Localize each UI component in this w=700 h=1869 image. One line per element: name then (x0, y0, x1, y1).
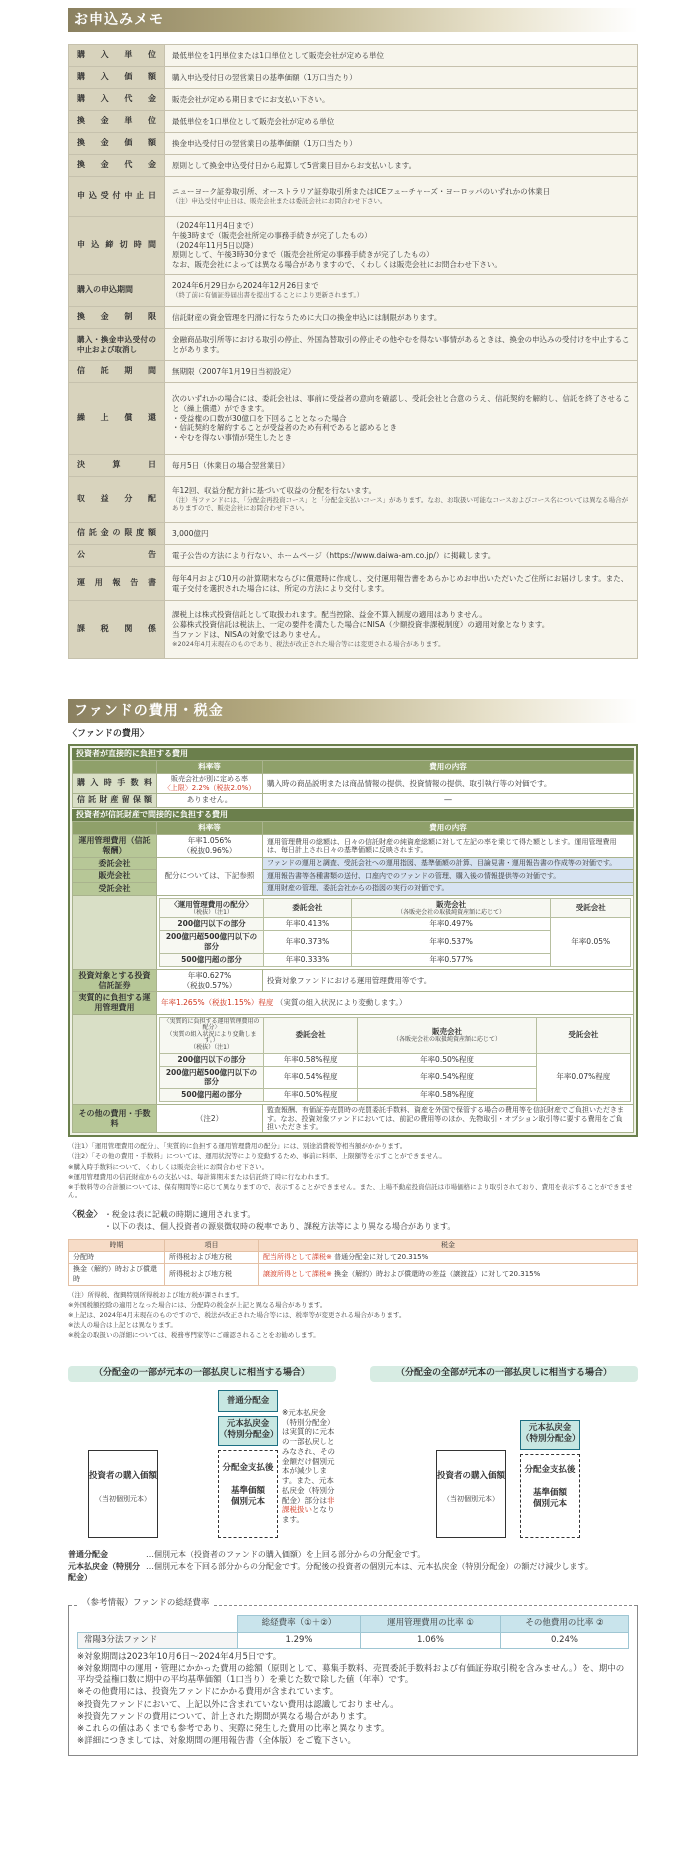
memo-key: 購入の申込期間 (69, 275, 165, 307)
table-row (78, 1632, 629, 1648)
diagram-title: （分配金の一部が元本の一部払戻しに相当する場合） (68, 1366, 336, 1382)
tier: 500億円超の部分 (160, 953, 264, 966)
memo-value: 最低単位を1口単位として販売会社が定める単位 (165, 111, 638, 133)
individual-principal: 個別元本 (230, 1497, 265, 1508)
cost-key: 運用管理費用（信託報酬） (73, 835, 157, 858)
memo-row (69, 545, 638, 567)
alloc-col: 受託会社 (551, 898, 631, 917)
note: ※手数料等の合計額については、保有期間等に応じて異なりますので、表示することができません。また、上場不動産投資信託は市場価格により取引されており、費用を表示することができません。 (68, 1182, 633, 1200)
tax-item: 所得税および地方税 (165, 1264, 259, 1285)
memo-value: 電子公告の方法により行ない、ホームページ（https://www.daiwa-am.co.jp/）に掲載します。 (165, 545, 638, 567)
note: ※法人の場合は上記とは異なります。 (68, 1321, 177, 1330)
fund-name: 常陽3分法ファンド (78, 1632, 238, 1648)
col-rate: 料率等 (157, 761, 263, 774)
direct-cost-table (72, 760, 634, 807)
tax-rate: 普通分配金に対して20.315% (334, 1253, 429, 1262)
memo-value: 信託財産の資金管理を円滑に行なうために大口の換金申込には制限があります。 (165, 307, 638, 329)
memo-key: 申込受付中止日 (69, 177, 165, 217)
other-ratio: 0.24% (500, 1632, 628, 1648)
table-row (69, 1264, 638, 1285)
memo-note: ※2024年4月末現在のものであり、税法が改正された場合等には変更される場合があります。 (172, 640, 445, 649)
rate-line: 年率1.056% (187, 836, 232, 846)
base-price: 基準価額 (532, 1487, 567, 1498)
tax-bullet: ・税金は表に記載の時期に適用されます。 (104, 1209, 256, 1219)
indirect-cost-table (72, 821, 634, 1133)
list-item: ・ 受益権の口数が30億口を下回ることとなった場合 (172, 414, 630, 424)
after-dist-box (520, 1454, 580, 1538)
memo-key: 換金制限 (69, 307, 165, 329)
memo-value: 換金申込受付日の翌営業日の基準価額（1万口当たり） (165, 133, 638, 155)
cell: 年率0.577% (351, 953, 551, 966)
return-capital-box (218, 1416, 278, 1446)
memo-row (69, 111, 638, 133)
alloc-label-note: （税抜）（注1） (190, 908, 233, 916)
memo-row (69, 155, 638, 177)
cell: 年率0.373% (264, 931, 352, 954)
memo-row (69, 361, 638, 383)
rate-line: （税抜0.96%） (182, 845, 237, 855)
memo-key: 繰上償還 (69, 383, 165, 455)
table-row (69, 1252, 638, 1264)
alloc-col: 受託会社 (536, 1017, 630, 1053)
ratio-col (78, 1616, 238, 1632)
alloc-col: 委託会社 (264, 1017, 358, 1053)
cost-rate (157, 969, 263, 992)
memo-key: 公告 (69, 545, 165, 567)
table-row (73, 1014, 634, 1105)
cell: 年率0.54%程度 (264, 1066, 358, 1089)
alloc-col-text: 販売会社 (436, 899, 467, 909)
alloc-label (160, 1017, 264, 1053)
table-row (73, 1105, 634, 1133)
cost-key: 投資対象とする投資信託証券 (73, 969, 157, 992)
memo-line: （2024年11月4日まで） (172, 220, 258, 230)
side-note-text: ※元本払戻金（特別分配金）は実質的に元本の一部払戻しとみなされ、その金額だけ個別元本が減少します。また、元本払戻金（特別分配金）部分は (282, 1407, 335, 1505)
alloc-table (159, 898, 631, 967)
memo-row (69, 133, 638, 155)
cost-key: 販売会社 (73, 870, 157, 883)
side-note (282, 1408, 336, 1525)
costs-title: ファンドの費用・税金 (68, 699, 638, 723)
normal-dist-box: 普通分配金 (218, 1390, 278, 1412)
memo-row (69, 601, 638, 659)
table-row (73, 774, 634, 794)
tax-value (259, 1264, 638, 1285)
memo-key: 信託金の限度額 (69, 523, 165, 545)
note: ※税金の取扱いの詳細については、税務専門家等にご確認されることをお勧めします。 (68, 1331, 320, 1340)
memo-line: 課税上は株式投資信託として取扱われます。配当控除、益金不算入制度の適用はありません。 (172, 610, 487, 620)
memo-value: 購入申込受付日の翌営業日の基準価額（1万口当たり） (165, 67, 638, 89)
cost-content: ファンドの運用と調査、受託会社への運用指図、基準価額の計算、目論見書・運用報告書の作成等の対価です。 (263, 857, 634, 870)
note: ※運用管理費用の信託財産からの支払いは、毎計算期末または信託終了時に行なわれます。 (68, 1172, 333, 1181)
ratio-col: 総経費率（①＋②） (238, 1616, 361, 1632)
ratio-col: 運用管理費用の比率 ① (361, 1616, 501, 1632)
definition-text: …個別元本を下回る部分からの分配金です。分配後の投資者の個別元本は、元本払戻金（特別分配金）の額だけ減少します。 (146, 1562, 593, 1572)
memo-key: 購入価額 (69, 67, 165, 89)
total-ratio: 1.29% (238, 1632, 361, 1648)
tax-label: 〈税金〉 (68, 1209, 103, 1220)
tier: 200億円超500億円以下の部分 (160, 931, 264, 954)
effective-note: （実質の組入状況により変動します。） (275, 998, 407, 1008)
expense-ratio-table (77, 1615, 629, 1648)
memo-key: 購入・換金申込受付の中止および取消し (69, 329, 165, 361)
alloc-label (160, 898, 264, 917)
definition (68, 1550, 638, 1561)
tax-bullets (104, 1210, 455, 1235)
memo-row (69, 67, 638, 89)
note: ※投資先ファンドの費用について、計上された期間が異なる場合があります。 (77, 1711, 372, 1722)
memo-key: 申込締切時間 (69, 217, 165, 275)
memo-value: 販売会社が定める期日までにお支払い下さい。 (165, 89, 638, 111)
diagram-full (370, 1366, 638, 1544)
note: ※上記は、2024年4月末現在のものですので、税法が改正された場合等には、税率等が変更される場合があります。 (68, 1311, 406, 1320)
cost-content: 投資対象ファンドにおける運用管理費用等です。 (263, 969, 634, 992)
memo-text: ニューヨーク証券取引所、オーストラリア証券取引所またはICEフューチャーズ・ヨーロッパのいずれかの休業日 (172, 187, 551, 197)
after-dist-box (218, 1450, 278, 1538)
memo-line: 原則として、午後3時30分まで（販売会社所定の事務手続きが完了したもの） (172, 250, 434, 260)
memo-note: （終了前に有価証券届出書を提出することにより更新されます。） (172, 291, 364, 300)
cost-key: 受託会社 (73, 883, 157, 896)
note: ※これらの値はあくまでも参考であり、実際に発生した費用の比率と異なります。 (77, 1724, 390, 1735)
rate-line: （税抜0.57%） (182, 980, 237, 990)
cell: 年率0.497% (351, 918, 551, 931)
memo-line: なお、販売会社によっては異なる場合がありますので、くわしくは販売会社にお問合わせ下さい。 (172, 260, 502, 270)
alloc-col (351, 898, 551, 917)
note: （注）所得税、復興特別所得税および地方税が課されます。 (68, 1290, 243, 1299)
memo-value: 金融商品取引所等における取引の停止、外国為替取引の停止その他やむを得ない事情があるときは、換金の申込みの受付けを中止することがあります。 (165, 329, 638, 361)
return-capital-box (520, 1420, 580, 1450)
alloc-label-text: 〈実質的に負担する運用管理費用の配分〉 (163, 1017, 260, 1032)
tax-col: 時期 (69, 1239, 165, 1251)
memo-list (172, 414, 630, 444)
initial-principal: （当初個別元本） (95, 1494, 151, 1503)
tax-heading (68, 1210, 638, 1235)
memo-value: 毎年4月および10月の計算期末ならびに償還時に作成し、交付運用報告書をあらかじめお申出いただいたご住所にお届けします。また、電子交付を選択された場合には、所定の方法により交付します。 (165, 567, 638, 601)
cost-key: 信託財産留保額 (73, 794, 157, 808)
memo-value (165, 177, 638, 217)
memo-line: 午後3時まで（販売会社所定の事務手続きが完了したもの） (172, 230, 372, 240)
cost-rate: （注2） (157, 1105, 263, 1133)
memo-text: 2024年6月29日から2024年12月26日まで (172, 281, 319, 291)
memo-row (69, 275, 638, 307)
cell: 年率0.50%程度 (358, 1053, 536, 1066)
memo-row (69, 217, 638, 275)
memo-value: 無期限（2007年1月19日当初設定） (165, 361, 638, 383)
definition (68, 1562, 638, 1583)
note: ※外国税額控除の適用となった場合には、分配時の税金が上記と異なる場合があります。 (68, 1300, 327, 1309)
memo-row (69, 383, 638, 455)
investor-cost-box (88, 1450, 158, 1538)
memo-row (69, 329, 638, 361)
return-capital-label: 元本払戻金 (528, 1422, 572, 1433)
cost-rate (157, 835, 263, 858)
memo-text: 次のいずれかの場合には、委託会社は、事前に受益者の意向を確認し、受託会社と合意のうえ、信託契約を解約し、信託を終了させること（繰上償還）ができます。 (172, 393, 630, 413)
alloc-label-note: （実質の組入状況により変動します。） (166, 1030, 257, 1045)
cell: 年率0.333% (264, 953, 352, 966)
cost-rate: 配分については、下記参照 (157, 857, 263, 895)
side-note-end: となります。 (282, 1505, 335, 1524)
col-rate: 料率等 (157, 822, 263, 835)
tax-time: 換金（解約）時および償還時 (69, 1264, 165, 1285)
tier: 500億円超の部分 (160, 1089, 264, 1102)
memo-key: 信託期間 (69, 361, 165, 383)
cost-content: ― (263, 794, 634, 808)
distribution-diagrams (68, 1366, 638, 1544)
cost-rate-cap: 〈上限〉2.2%（税抜2.0%） (163, 783, 256, 792)
cost-key: 実質的に負担する運用管理費用 (73, 992, 157, 1014)
memo-row (69, 567, 638, 601)
tax-item: 所得税および地方税 (165, 1252, 259, 1264)
tax-col: 項目 (165, 1239, 259, 1251)
memo-row (69, 307, 638, 329)
indirect-cost-group: 投資者が信託財産で間接的に負担する費用 (72, 809, 634, 822)
memo-value: 原則として換金申込受付日から起算して5営業日目からお支払いします。 (165, 155, 638, 177)
mgmt-ratio: 1.06% (361, 1632, 501, 1648)
list-item: ・ やむを得ない事情が発生したとき (172, 433, 630, 443)
memo-line: 当ファンドは、NISAの対象ではありません。 (172, 630, 326, 640)
tier: 200億円超500億円以下の部分 (160, 1066, 264, 1089)
memo-key: 換金代金 (69, 155, 165, 177)
cell: 年率0.413% (264, 918, 352, 931)
definition-term: 普通分配金 (68, 1549, 108, 1559)
memo-table (68, 44, 638, 659)
definition-term: 元本払戻金（特別分配金） (68, 1562, 140, 1582)
tax-type: 配当所得として課税※ (263, 1253, 332, 1262)
memo-row (69, 177, 638, 217)
reference-title: （参考情報）ファンドの総経費率 (79, 1598, 212, 1609)
return-capital-sub: （特別分配金） (219, 1429, 279, 1440)
tier: 200億円以下の部分 (160, 1053, 264, 1066)
alloc-col-note: （各販売会社の取扱純資産額に応じて） (392, 1035, 501, 1043)
effective-alloc-table (159, 1017, 631, 1103)
table-row (73, 969, 634, 992)
alloc-col: 委託会社 (264, 898, 352, 917)
note: （注1）「運用管理費用の配分」、「実質的に負担する運用管理費用の配分」には、別途消費税等相当額がかかります。 (68, 1142, 407, 1151)
cell: 年率0.58%程度 (264, 1053, 358, 1066)
memo-row (69, 45, 638, 67)
alloc-label-note2: （税抜）（注1） (190, 1044, 233, 1052)
cell: 年率0.05% (551, 918, 631, 967)
investor-cost: 投資者の購入価額 (89, 1470, 158, 1481)
tax-notes (68, 1291, 638, 1340)
alloc-col-note: （各販売会社の取扱純資産額に応じて） (397, 908, 506, 916)
direct-cost-group: 投資者が直接的に負担する費用 (72, 748, 634, 761)
list-item: ・ 信託契約を解約することが受益者のため有利であると認めるとき (172, 423, 630, 433)
memo-value (165, 275, 638, 307)
after-dist: 分配金支払後 (524, 1464, 576, 1475)
alloc-col (358, 1017, 536, 1053)
tax-rate: 換金（解約）時および償還時の差益（譲渡益）に対して20.315% (334, 1270, 541, 1278)
memo-key: 換金価額 (69, 133, 165, 155)
memo-title: お申込みメモ (68, 8, 638, 32)
alloc-label-text: 〈運用管理費用の配分〉 (170, 899, 253, 909)
note: ※対象期間中の運用・管理にかかった費用の総額（原則として、募集手数料、売買委託手数料および有価証券取引税を含みません。）を、期中の平均受益権口数に期中の平均基準価額（1口当り）を乗じた数で除した値（年率）です。 (77, 1664, 625, 1686)
memo-value (165, 477, 638, 523)
cell: 年率0.07%程度 (536, 1053, 630, 1102)
return-capital-sub: （特別分配金） (521, 1433, 581, 1444)
cost-notes (68, 1142, 638, 1199)
eff-cell (157, 1014, 634, 1105)
tax-time: 分配時 (69, 1252, 165, 1264)
memo-value: 最低単位を1円単位または1口単位として販売会社が定める単位 (165, 45, 638, 67)
alloc-cell (157, 895, 634, 969)
memo-row (69, 523, 638, 545)
note: ※その他費用には、投資先ファンドにかかる費用が含まれています。 (77, 1687, 339, 1698)
note: ※詳細につきましては、対象期間の運用報告書（全体版）をご覧下さい。 (77, 1736, 356, 1747)
alloc-col-text: 販売会社 (431, 1026, 462, 1036)
tax-value (259, 1252, 638, 1264)
cost-content: 運用報告書等各種書類の送付、口座内でのファンドの管理、購入後の情報提供等の対価です。 (263, 870, 634, 883)
tier: 200億円以下の部分 (160, 918, 264, 931)
memo-row (69, 89, 638, 111)
cell: 年率0.50%程度 (264, 1089, 358, 1102)
note: ※対象期間は2023年10月6日～2024年4月5日です。 (77, 1651, 282, 1662)
tax-type: 譲渡所得として課税※ (263, 1270, 332, 1278)
reference-box (68, 1598, 638, 1755)
definitions (68, 1550, 638, 1584)
memo-line: （2024年11月5日以降） (172, 240, 258, 250)
base-price: 基準価額 (230, 1485, 265, 1496)
cost-key: 委託会社 (73, 857, 157, 870)
memo-row (69, 477, 638, 523)
memo-row (69, 455, 638, 477)
cost-content: 監査報酬、有価証券売買時の売買委託手数料、資産を外国で保管する場合の費用等を信託財産でご負担いただきます。なお、投資対象ファンドにおいては、前記の費用等のほか、先物取引・オプション取引等に要する費用をご負担いただきます。 (263, 1105, 634, 1133)
definition-text: …個別元本（投資者のファンドの購入価額）を上回る部分からの分配金です。 (146, 1549, 426, 1559)
side-note-red: 非課税扱い (282, 1495, 335, 1515)
table-row (73, 992, 634, 1014)
memo-key: 購入単位 (69, 45, 165, 67)
effective-rate: 年率1.265%（税抜1.15%）程度 (161, 998, 274, 1008)
table-row (73, 895, 634, 969)
memo-key: 課税関係 (69, 601, 165, 659)
note: ※投資先ファンドにおいて、上記以外に含まれていない費用は認識しておりません。 (77, 1699, 399, 1710)
table-row (73, 835, 634, 858)
cost-content (157, 992, 634, 1014)
col-content: 費用の内容 (263, 822, 634, 835)
memo-value (165, 383, 638, 455)
tax-bullet: ・以下の表は、個人投資者の源泉徴収時の税率であり、課税方法等により異なる場合があります。 (104, 1222, 456, 1232)
fund-cost-heading: 〈ファンドの費用〉 (68, 729, 149, 739)
memo-note: （注）当ファンドには、「分配金再投資コース」と「分配金支払いコース」があります。なお、お取扱い可能なコースおよびコース名については異なる場合がありますので、販売会社にお問合わせ下さい。 (172, 495, 629, 513)
note: （注2）「その他の費用・手数料」については、運用状況等により変動するため、事前に料率、上限額等を示すことができません。 (68, 1152, 446, 1161)
investor-cost-box (436, 1450, 506, 1538)
cost-content: 購入時の商品説明または商品情報の提供、投資情報の提供、取引執行等の対価です。 (263, 774, 634, 794)
memo-line: 公募株式投資信託は税法上、一定の要件を満たした場合にNISA（少額投資非課税制度）の適用対象となります。 (172, 620, 550, 630)
cell: 年率0.54%程度 (358, 1066, 536, 1089)
memo-value: 3,000億円 (165, 523, 638, 545)
cost-rate: ありません。 (157, 794, 263, 808)
cell: 年率0.537% (351, 931, 551, 954)
memo-note: （注）申込受付中止日は、販売会社または委託会社にお問合わせ下さい。 (172, 197, 387, 206)
initial-principal: （当初個別元本） (443, 1494, 499, 1503)
cost-key: その他の費用・手数料 (73, 1105, 157, 1133)
reference-notes (77, 1652, 629, 1748)
memo-value: 毎月5日（休業日の場合翌営業日） (165, 455, 638, 477)
cell: 年率0.58%程度 (358, 1089, 536, 1102)
table-row (160, 918, 631, 931)
tax-col: 税金 (259, 1239, 638, 1251)
memo-key: 決算日 (69, 455, 165, 477)
diagram-title: （分配金の全部が元本の一部払戻しに相当する場合） (370, 1366, 638, 1382)
individual-principal: 個別元本 (532, 1499, 567, 1510)
memo-value (165, 601, 638, 659)
table-row (160, 1053, 631, 1066)
col-content: 費用の内容 (263, 761, 634, 774)
rate-line: 年率0.627% (187, 970, 232, 980)
cost-rate (157, 774, 263, 794)
memo-key: 運用報告書 (69, 567, 165, 601)
return-capital-label: 元本払戻金 (226, 1418, 270, 1429)
table-row (73, 857, 634, 870)
memo-key: 収益分配 (69, 477, 165, 523)
memo-key: 換金単位 (69, 111, 165, 133)
memo-value (165, 217, 638, 275)
cost-box (68, 744, 638, 1137)
diagram-partial (68, 1366, 336, 1544)
cost-key: 購入時手数料 (73, 774, 157, 794)
note: ※購入時手数料について、くわしくは販売会社にお問合わせ下さい。 (68, 1162, 269, 1171)
cost-rate-text: 販売会社が別に定める率 (171, 775, 248, 784)
cost-content: 運用管理費用の総額は、日々の信託財産の純資産総額に対して左記の率を乗じて得た額とします。運用管理費用は、毎日計上され日々の基準価額に反映されます。 (263, 835, 634, 858)
ratio-col: その他費用の比率 ② (500, 1616, 628, 1632)
memo-key: 購入代金 (69, 89, 165, 111)
after-dist: 分配金支払後 (222, 1462, 274, 1473)
investor-cost: 投資者の購入価額 (437, 1470, 506, 1481)
memo-text: 年12回、収益分配方針に基づいて収益の分配を行ないます。 (172, 485, 376, 495)
cost-content: 運用財産の管理、委託会社からの指図の実行の対価です。 (263, 883, 634, 896)
tax-table (68, 1239, 638, 1286)
table-row (73, 794, 634, 808)
